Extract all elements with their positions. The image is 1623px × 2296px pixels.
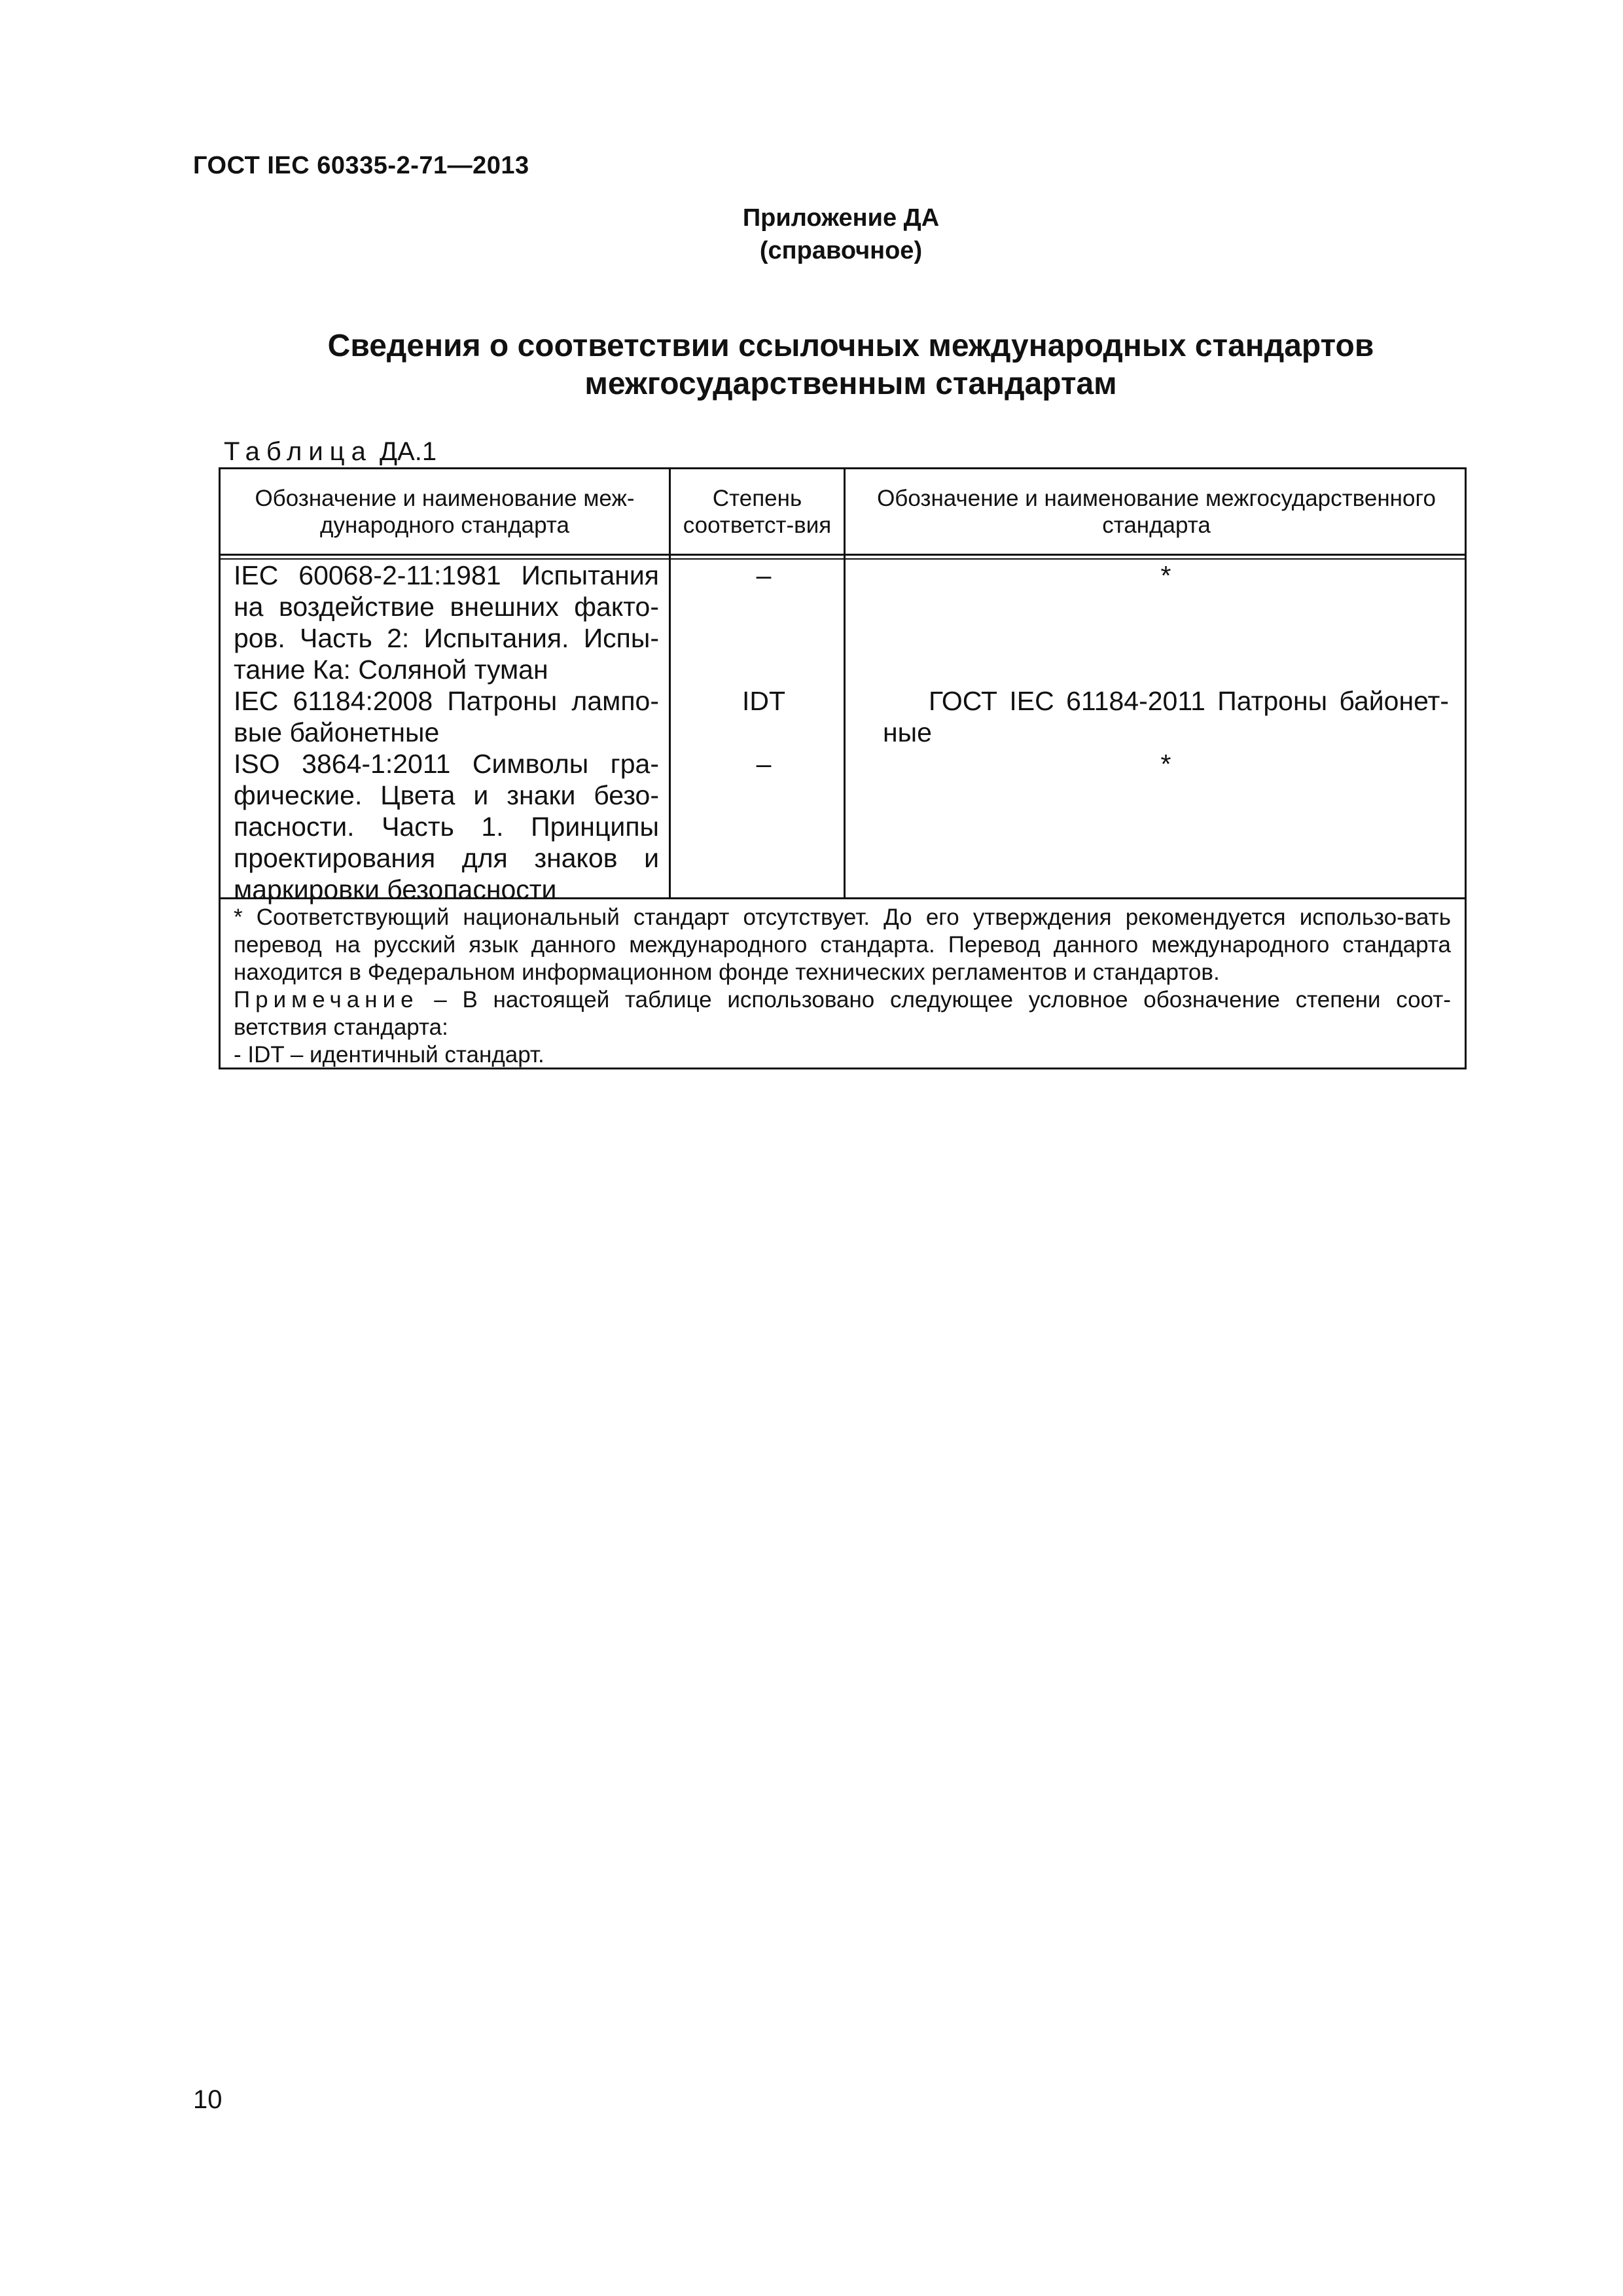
degree-column [672,560,855,780]
note-text: – В настоящей таблице использовано следующее условное обозначение степени соот-ветствия стандарта: [234,987,1451,1040]
table-caption-label: Таблица [224,437,372,466]
table-caption [224,437,437,467]
page-title-line-2: межгосударственным стандартам [584,367,1117,401]
page-title [196,327,1505,403]
document-code-header: ГОСТ IEC 60335-2-71—2013 [193,152,529,179]
table-cell-degree: – [756,749,772,779]
interstate-standards-column [883,560,1449,780]
table-footnotes [234,904,1451,1069]
note-item: - IDT – идентичный стандарт. [234,1042,544,1067]
note-paragraph [234,986,1451,1041]
column-header-degree: Степень соответст-вия [683,485,832,538]
column-header-interstate: Обозначение и наименование межгосударственного стандарта [877,485,1436,538]
table-cell-international: ISO 3864-1:2011 Символы гра-фические. Цвета и знаки безо-пасности. Часть 1. Принципы проектирования для знаков и маркировки безопасности [234,749,659,905]
table-cell-interstate: ГОСТ IEC 61184-2011 Патроны байонет-ные [883,686,1449,747]
correspondence-table [219,467,1467,1069]
appendix-subtitle: (справочное) [759,237,923,264]
note-label: Примечание [234,987,419,1013]
table-cell-interstate: * [1160,749,1171,779]
appendix-heading [0,202,1623,267]
column-header-international: Обозначение и наименование меж-дународного стандарта [255,485,635,538]
international-standards-column [234,560,659,905]
page-number: 10 [193,2085,223,2114]
table-cell-degree: – [756,560,772,590]
table-cell-international: IEC 61184:2008 Патроны лампо-вые байонетные [234,686,659,747]
appendix-title: Приложение ДА [742,204,940,232]
table-cell-interstate: * [1160,560,1171,590]
page-title-line-1: Сведения о соответствии ссылочных международных стандартов [327,329,1374,363]
footnote-text: * Соответствующий национальный стандарт отсутствует. До его утверждения рекомендуется использо-вать перевод на русский язык данного международного стандарта. Перевод данного международного стандарта находится в Федеральном информационном фонде технических регламентов и стандартов. [234,905,1451,985]
table-cell-degree: IDT [741,686,786,716]
table-cell-international: IEC 60068-2-11:1981 Испытания на воздействие внешних факто-ров. Часть 2: Испытания. Испы-тание Ка: Соляной туман [234,560,659,685]
table-caption-number: ДА.1 [379,437,437,466]
header-divider [221,554,1465,556]
column-divider [669,469,671,897]
